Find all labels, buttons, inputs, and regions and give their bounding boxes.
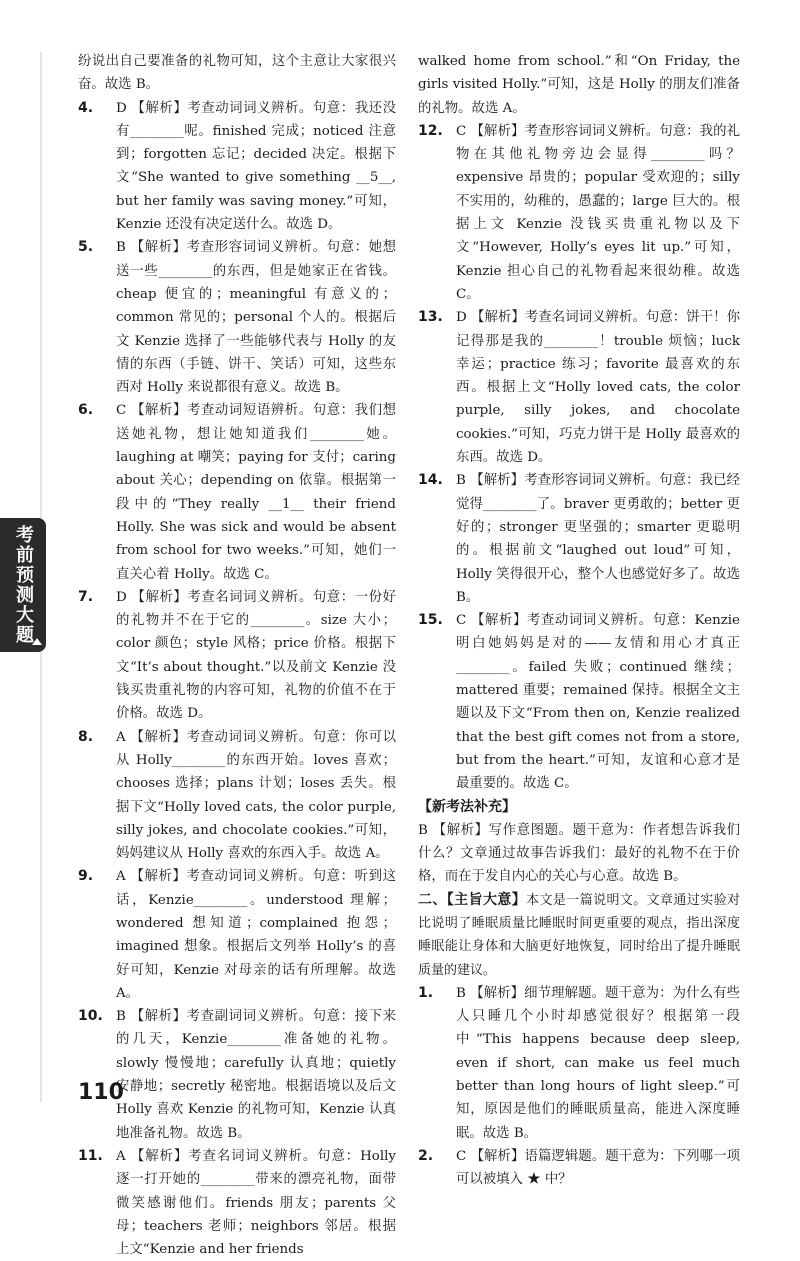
item-number: 2.	[418, 1147, 434, 1164]
answer-item	[418, 609, 740, 795]
item-number: 8.	[78, 728, 94, 745]
item-number: 4.	[78, 99, 94, 116]
item-text: B 【解析】考查副词词义辨析。句意：接下来的几天，Kenzie________准备她的礼物。slowly 慢慢地；carefully 认真地；quietly 安静地；secretly 秘密地。根据语境以及后文 Holly 喜欢 Kenzie 的礼物可知，Kenzie 认真地准备礼物。故选 B。	[116, 1009, 396, 1141]
item-text: D 【解析】考查动词词义辨析。句意：我还没有________呢。finished 完成；noticed 注意到；forgotten 忘记；decided 决定。根据下文“She wanted to give something __5__, but her family was saving money.”可知，Kenzie 还没有决定送什么。故选 D。	[116, 100, 396, 233]
answer-item	[78, 236, 396, 399]
answer-item	[78, 1005, 396, 1145]
item-text: C 【解析】考查动词词义辨析。句意：Kenzie 明白她妈妈是对的——友情和用心才真正________。failed 失败；continued 继续；mattered 重要；remained 保持。根据全文主题以及下文“From then on, Kenzie realized that the best gift comes not from a store, but from the heart.”可知，友谊和心意才是最重要的。故选 C。	[456, 613, 740, 792]
section-heading: 二、【主旨大意】	[418, 891, 527, 908]
item-text: D 【解析】考查名词词义辨析。句意：饼干！你记得那是我的________！trouble 烦恼；luck 幸运；practice 练习；favorite 最喜欢的东西。根据上文“Holly loved cats, the color purple, silly jokes, and chocolate cookies.”可知，巧克力饼干是 Holly 最喜欢的东西。故选 D。	[456, 310, 740, 466]
right-continuation: walked home from school.”和“On Friday, the girls visited Holly.”可知，这是 Holly 的朋友们准备的礼物。故选 A。	[418, 54, 740, 116]
item-number: 15.	[418, 612, 443, 629]
item-number: 1.	[418, 984, 434, 1001]
item-text: B 【解析】考查形容词词义辨析。句意：我已经觉得________了。braver 更勇敢的；better 更好的；stronger 更坚强的；smarter 更聪明的。根据前文“laughed out loud”可知，Holly 笑得很开心，整个人也感觉好多了。故选 B。	[456, 473, 740, 605]
item-number: 12.	[418, 122, 443, 139]
right-column	[418, 50, 740, 1192]
item-number: 11.	[78, 1147, 103, 1164]
item-text: A 【解析】考查动词词义辨析。句意：你可以从 Holly________的东西开始。loves 喜欢；chooses 选择；plans 计划；loses 丢失。根据下文“Holly loved cats, the color purple, silly jokes, and chocolate cookies.”可知，妈妈建议从 Holly 喜欢的东西入手。故选 A。	[116, 729, 396, 862]
answer-item	[78, 586, 396, 726]
answer-item	[418, 469, 740, 609]
answer-item	[78, 399, 396, 585]
answer-item	[78, 1145, 396, 1261]
page-number: 110	[78, 1080, 124, 1105]
item-text: C 【解析】考查形容词词义辨析。句意：我的礼物在其他礼物旁边会显得________吗？expensive 昂贵的；popular 受欢迎的；silly 不实用的，幼稚的，愚蠢的；large 巨大的。根据上文 Kenzie 没钱买贵重礼物以及下文“However, Holly’s eyes lit up.”可知，Kenzie 担心自己的礼物看起来很幼稚。故选 C。	[456, 123, 740, 302]
item-number: 13.	[418, 309, 443, 326]
answer-item	[78, 865, 396, 1005]
item-text: C 【解析】考查动词短语辨析。句意：我们想送她礼物，想让她知道我们________她。laughing at 嘲笑；paying for 支付；caring about 关心；depending on 依靠。根据第一段中的“They really __1__ their friend Holly. She was sick and would be absent from school for two weeks.”可知，她们一直关心着 Holly。故选 C。	[116, 403, 396, 582]
answer-item	[78, 97, 396, 237]
item-text: D 【解析】考查名词词义辨析。句意：一份好的礼物并不在于它的________。size 大小；color 颜色；style 风格；price 价格。根据下文“It’s about thought.”以及前文 Kenzie 没钱买贵重礼物的内容可知，礼物的价值不在于价格。故选 D。	[116, 589, 396, 722]
item-number: 14.	[418, 472, 443, 489]
item-text: A 【解析】考查名词词义辨析。句意：Holly 逐一打开她的________带来的漂亮礼物，面带微笑感谢他们。friends 朋友；parents 父母；teachers 老师；neighbors 邻居。根据上文“Kenzie and her friends	[116, 1148, 396, 1258]
section-text: 本文是一篇说明文。文章通过实验对比说明了睡眠质量比睡眠时间更重要的观点，指出深度睡眠能让身体和大脑更好地恢复，同时给出了提升睡眠质量的建议。	[418, 892, 740, 978]
item-text: B 【解析】考查形容词词义辨析。句意：她想送一些________的东西，但是她家正在省钱。cheap 便宜的；meaningful 有意义的；common 常见的；personal 个人的。根据后文 Kenzie 选择了一些能够代表与 Holly 的友情的东西（手链、饼干、笑话）可知，这些东西对 Holly 来说都很有意义。故选 B。	[116, 240, 396, 396]
left-column	[78, 50, 396, 1261]
item-number: 5.	[78, 239, 94, 256]
side-tab	[0, 518, 46, 652]
answer-item	[418, 1145, 740, 1192]
section-summary	[418, 889, 740, 982]
item-number: 9.	[78, 868, 94, 885]
item-text: C 【解析】语篇逻辑题。题干意为：下列哪一项可以被填入 ★ 中？	[456, 1148, 740, 1188]
item-text: B 【解析】细节理解题。题干意为：为什么有些人只睡几个小时却感觉很好？根据第一段中“This happens because deep sleep, even if short, can make us feel much better than long hours of light sleep.”可知，原因是他们的睡眠质量高，能进入深度睡眠。故选 B。	[456, 985, 740, 1141]
left-continuation: 纷说出自己要准备的礼物可知，这个主意让大家很兴奋。故选 B。	[78, 54, 396, 93]
item-text: A 【解析】考查动词词义辨析。句意：听到这话，Kenzie________。understood 理解；wondered 想知道；complained 抱怨；imagined 想象。根据后文列举 Holly’s 的喜好可知，Kenzie 对母亲的话有所理解。故选 A。	[116, 869, 396, 1001]
answer-item	[418, 120, 740, 306]
answer-item	[418, 982, 740, 1145]
supplement-heading: 【新考法补充】	[418, 798, 516, 815]
supplement-text: B 【解析】写作意图题。题干意为：作者想告诉我们什么？文章通过故事告诉我们：最好的礼物不在于价格，而在于发自内心的关心与心意。故选 B。	[418, 822, 740, 885]
item-number: 10.	[78, 1008, 103, 1025]
triangle-icon	[32, 638, 42, 645]
answer-item	[418, 306, 740, 469]
side-tab-label: 考前预测大题	[13, 525, 34, 645]
item-number: 6.	[78, 402, 94, 419]
answer-item	[78, 726, 396, 866]
item-number: 7.	[78, 588, 94, 605]
